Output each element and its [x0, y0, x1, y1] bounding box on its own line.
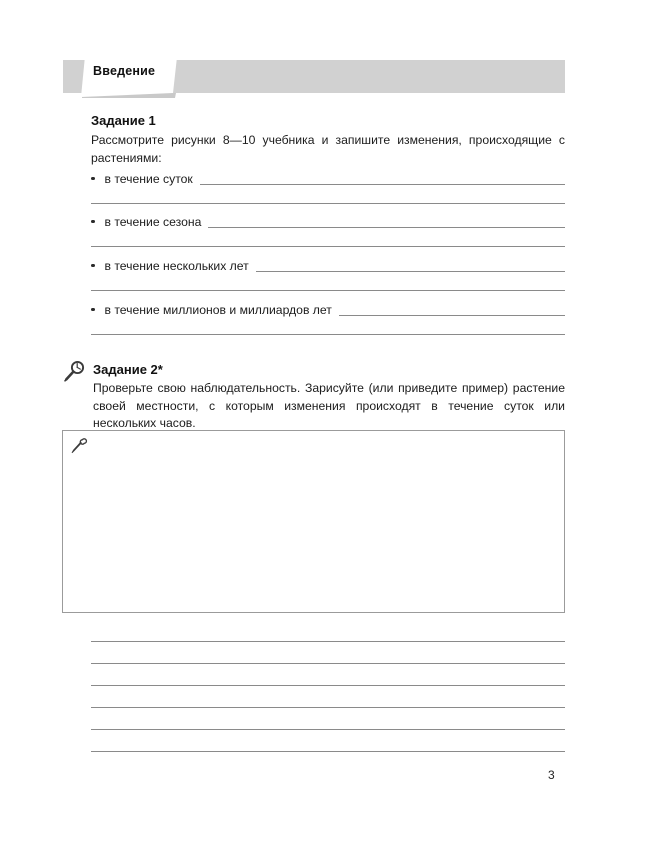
ruled-line[interactable] — [91, 641, 565, 642]
task-1-answer-line[interactable] — [339, 315, 565, 316]
task-1-answer-line[interactable] — [91, 290, 565, 291]
bullet-dot-icon — [91, 177, 95, 181]
task-1-bullet-label: в течение суток — [104, 171, 193, 186]
bullet-dot-icon — [91, 220, 95, 224]
task-1-answer-line[interactable] — [208, 227, 565, 228]
pencil-icon — [70, 437, 88, 455]
section-title: Введение — [93, 64, 156, 78]
task-1-title: Задание 1 — [91, 113, 156, 128]
header-band-main — [172, 60, 565, 93]
ruled-line[interactable] — [91, 729, 565, 730]
task-2-title: Задание 2* — [93, 362, 163, 377]
ruled-line[interactable] — [91, 685, 565, 686]
magnifier-icon — [63, 359, 87, 383]
bullet-dot-icon — [91, 308, 95, 312]
task-1-bullet-row — [91, 257, 565, 274]
section-header-band — [63, 60, 565, 93]
task-1-bullet-row — [91, 213, 565, 230]
task-1-instruction: Рассмотрите рисунки 8—10 учебника и запишите изменения, происходящие с растениями: — [91, 133, 565, 165]
task-1-answer-line[interactable] — [256, 271, 565, 272]
task-1-bullet-label: в течение миллионов и миллиардов лет — [104, 302, 332, 317]
task-1-answer-line[interactable] — [91, 246, 565, 247]
bullet-dot-icon — [91, 264, 95, 268]
ruled-line[interactable] — [91, 751, 565, 752]
page-number: 3 — [548, 768, 555, 782]
task-2-instruction: Проверьте свою наблюдательность. Зарисуйте (или приведите пример) растение своей местности, с которым изменения происходят в течение суток или нескольких часов. — [93, 381, 565, 430]
task-1-bullet-label: в течение нескольких лет — [104, 258, 249, 273]
task-1-answer-line[interactable] — [91, 203, 565, 204]
ruled-line[interactable] — [91, 663, 565, 664]
task-2-answer-box[interactable] — [62, 430, 565, 613]
task-1-bullet-row — [91, 170, 565, 187]
task-1-bullet-row — [91, 301, 565, 318]
task-1-answer-line[interactable] — [200, 184, 565, 185]
task-1-answer-line[interactable] — [91, 334, 565, 335]
ruled-line[interactable] — [91, 707, 565, 708]
task-1-bullet-label: в течение сезона — [104, 214, 202, 229]
